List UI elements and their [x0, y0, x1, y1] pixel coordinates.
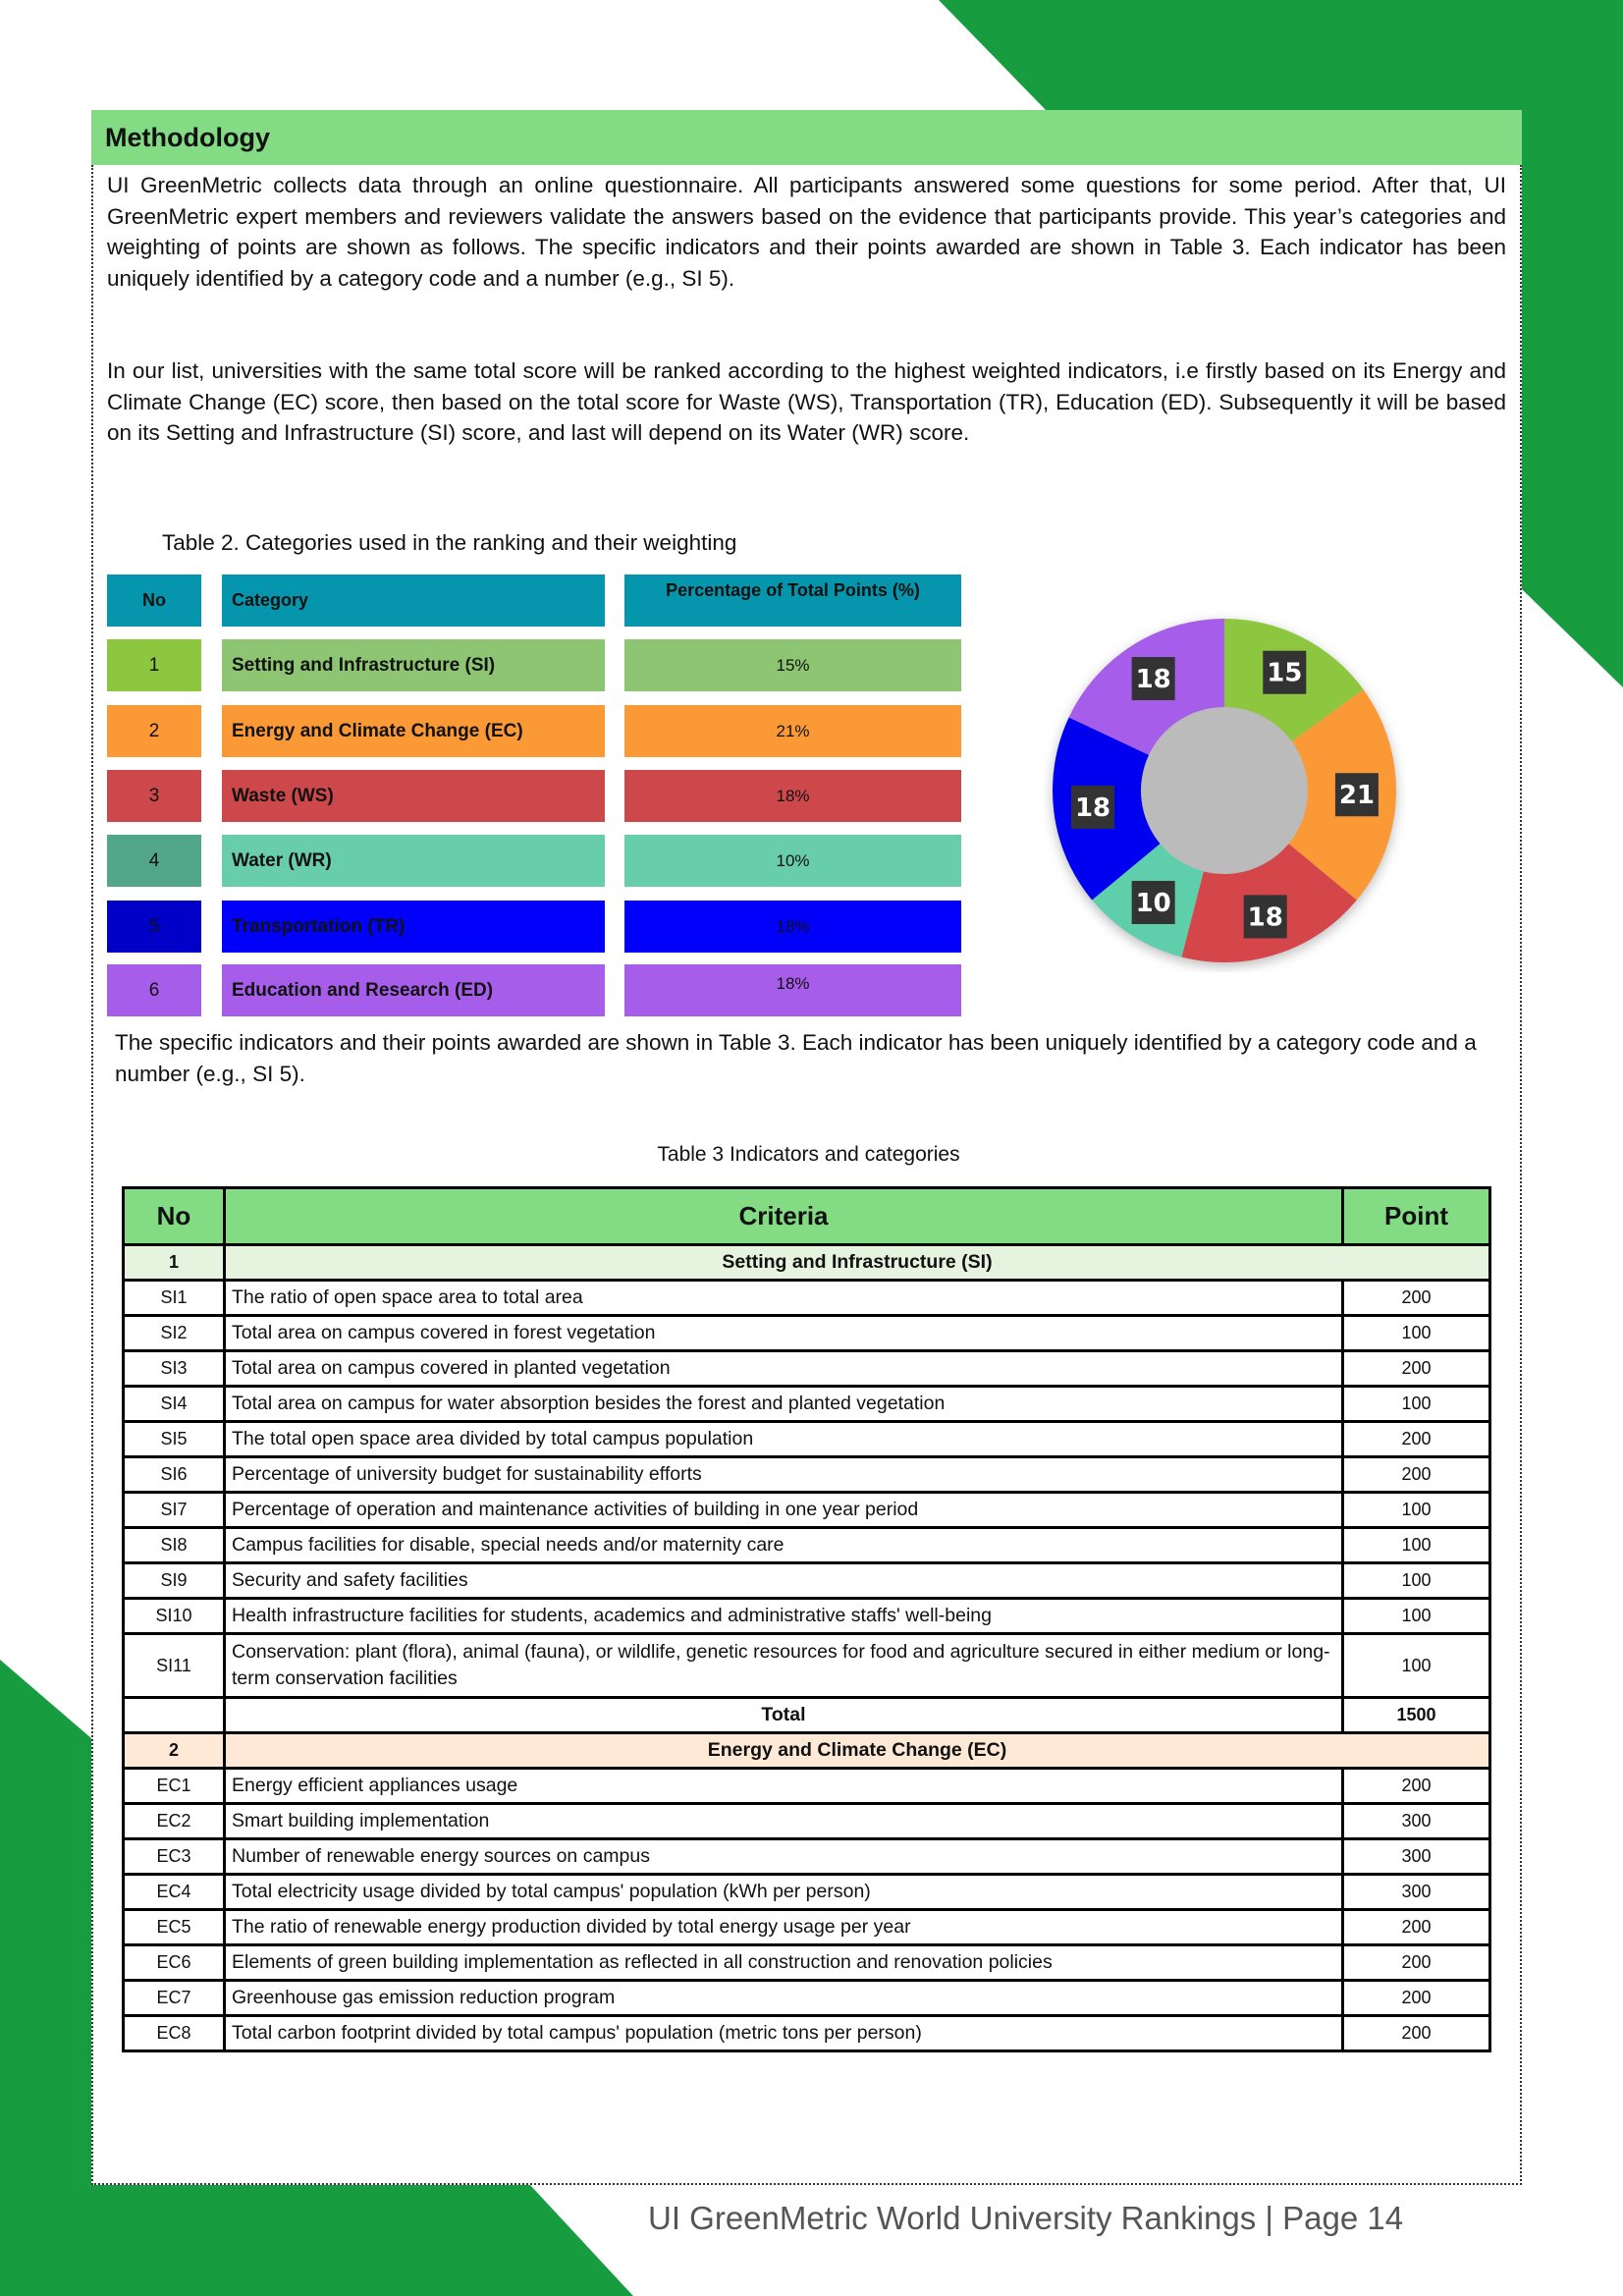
- indicator-criteria: The ratio of renewable energy production divided by total energy usage per year: [225, 1910, 1343, 1945]
- svg-text:18: 18: [1074, 793, 1111, 823]
- table2-row: [107, 835, 963, 887]
- indicator-point: 100: [1343, 1493, 1490, 1528]
- total-point: 1500: [1343, 1698, 1490, 1733]
- indicator-point: 200: [1343, 1910, 1490, 1945]
- indicator-point: 200: [1343, 1981, 1490, 2016]
- indicator-code: EC2: [124, 1804, 225, 1839]
- table-row: [124, 1804, 1490, 1839]
- total-label: Total: [225, 1698, 1343, 1733]
- category-number: 2: [124, 1733, 225, 1769]
- indicator-point: 100: [1343, 1563, 1490, 1599]
- indicator-code: EC5: [124, 1910, 225, 1945]
- indicator-code: SI2: [124, 1316, 225, 1351]
- indicator-criteria: Total electricity usage divided by total campus' population (kWh per person): [225, 1875, 1343, 1910]
- row-percentage: 18%: [624, 901, 961, 953]
- donut-label: [1263, 651, 1306, 694]
- indicator-code: SI7: [124, 1493, 225, 1528]
- indicator-criteria: Greenhouse gas emission reduction program: [225, 1981, 1343, 2016]
- category-number: 1: [124, 1245, 225, 1281]
- table2-row: [107, 901, 963, 953]
- indicator-criteria: The ratio of open space area to total area: [225, 1281, 1343, 1316]
- donut-label: [1335, 773, 1379, 816]
- category-row: [124, 1733, 1490, 1769]
- section-title: Methodology: [91, 110, 1522, 165]
- indicator-criteria: The total open space area divided by total campus population: [225, 1422, 1343, 1457]
- donut-label: [1132, 881, 1175, 924]
- ranking-paragraph: In our list, universities with the same total score will be ranked according to the highest weighted indicators, i.e firstly based on its Energy and Climate Change (EC) score, then based on the total score for Waste (WS), Transportation (TR), Education (ED). Subsequently it will be based on its Setting and Infrastructure (SI) score, and last will depend on its Water (WR) score.: [107, 358, 1506, 445]
- row-percentage: 10%: [624, 835, 961, 887]
- row-no: 6: [107, 964, 201, 1016]
- table-row: [124, 1875, 1490, 1910]
- header-point: Point: [1343, 1188, 1490, 1245]
- table-row: [124, 1351, 1490, 1387]
- indicator-criteria: Total area on campus covered in planted vegetation: [225, 1351, 1343, 1387]
- indicator-point: 200: [1343, 1945, 1490, 1981]
- header-criteria: Criteria: [225, 1188, 1343, 1245]
- indicator-point: 300: [1343, 1875, 1490, 1910]
- svg-text:18: 18: [1135, 665, 1171, 695]
- row-percentage: 18%: [624, 770, 961, 822]
- indicator-code: EC8: [124, 2016, 225, 2051]
- indicator-criteria: Energy efficient appliances usage: [225, 1769, 1343, 1804]
- table-row: [124, 1839, 1490, 1875]
- table-row: [124, 1528, 1490, 1563]
- donut-chart: [1043, 609, 1406, 972]
- indicator-criteria: Health infrastructure facilities for students, academics and administrative staffs' well-being: [225, 1599, 1343, 1634]
- indicator-criteria: Total area on campus for water absorption besides the forest and planted vegetation: [225, 1387, 1343, 1422]
- row-category: Waste (WS): [222, 770, 605, 822]
- table-row: [124, 1981, 1490, 2016]
- donut-label: [1071, 786, 1114, 829]
- page-footer: UI GreenMetric World University Rankings | Page 14: [648, 2200, 1404, 2236]
- indicator-code: SI10: [124, 1599, 225, 1634]
- table2-row: [107, 705, 963, 757]
- row-no: 5: [107, 901, 201, 953]
- indicator-code: SI9: [124, 1563, 225, 1599]
- row-category: Energy and Climate Change (EC): [222, 705, 605, 757]
- row-no: 4: [107, 835, 201, 887]
- svg-text:21: 21: [1338, 781, 1376, 811]
- indicator-point: 200: [1343, 1457, 1490, 1493]
- svg-text:10: 10: [1135, 888, 1171, 918]
- row-category: Transportation (TR): [222, 901, 605, 953]
- intro-paragraph: UI GreenMetric collects data through an online questionnaire. All participants answered some questions for some period. After that, UI GreenMetric expert members and reviewers validate the answers based on the evidence that participants provide. This year’s categories and weighting of points are shown as follows. The specific indicators and their points awarded are shown in Table 3. Each indicator has been uniquely identified by a category code and a number (e.g., SI 5).: [107, 173, 1506, 291]
- table-row: [124, 1599, 1490, 1634]
- indicator-point: 200: [1343, 1422, 1490, 1457]
- indicator-code: SI3: [124, 1351, 225, 1387]
- indicator-code: EC1: [124, 1769, 225, 1804]
- table-row: [124, 1316, 1490, 1351]
- row-category: Education and Research (ED): [222, 964, 605, 1016]
- table-row: [124, 1910, 1490, 1945]
- indicator-criteria: Percentage of operation and maintenance activities of building in one year period: [225, 1493, 1343, 1528]
- indicators-paragraph: The specific indicators and their points awarded are shown in Table 3. Each indicator has been uniquely identified by a category code and a number (e.g., SI 5).: [115, 1030, 1477, 1086]
- table3-header: [124, 1188, 1490, 1245]
- table2-title: Table 2. Categories used in the ranking and their weighting: [162, 530, 737, 555]
- table2-row: [107, 639, 963, 691]
- indicator-criteria: Percentage of university budget for sustainability efforts: [225, 1457, 1343, 1493]
- table-row: [124, 1634, 1490, 1698]
- header-no: No: [107, 574, 201, 627]
- indicator-code: EC6: [124, 1945, 225, 1981]
- indicator-criteria: Smart building implementation: [225, 1804, 1343, 1839]
- table3-title: Table 3 Indicators and categories: [657, 1143, 960, 1166]
- indicator-criteria: Security and safety facilities: [225, 1563, 1343, 1599]
- indicator-criteria: Elements of green building implementation as reflected in all construction and renovation policies: [225, 1945, 1343, 1981]
- donut-label: [1132, 657, 1175, 700]
- indicator-code: SI6: [124, 1457, 225, 1493]
- row-percentage: 15%: [624, 639, 961, 691]
- header-category: Category: [222, 574, 605, 627]
- row-percentage: 18%: [624, 964, 961, 1016]
- row-no: 3: [107, 770, 201, 822]
- row-no: 1: [107, 639, 201, 691]
- table-row: [124, 1493, 1490, 1528]
- indicator-code: EC4: [124, 1875, 225, 1910]
- indicator-criteria: Campus facilities for disable, special needs and/or maternity care: [225, 1528, 1343, 1563]
- indicator-point: 100: [1343, 1387, 1490, 1422]
- indicator-point: 200: [1343, 1281, 1490, 1316]
- table-row: [124, 1387, 1490, 1422]
- content-box: [91, 165, 1522, 2185]
- table2-row: [107, 964, 963, 1016]
- table2-header: [107, 574, 963, 627]
- indicator-code: SI1: [124, 1281, 225, 1316]
- indicator-criteria: Number of renewable energy sources on campus: [225, 1839, 1343, 1875]
- svg-text:15: 15: [1267, 658, 1303, 688]
- table-row: [124, 1281, 1490, 1316]
- indicator-code: EC3: [124, 1839, 225, 1875]
- indicator-point: 100: [1343, 1316, 1490, 1351]
- indicator-point: 100: [1343, 1599, 1490, 1634]
- header-percentage: Percentage of Total Points (%): [624, 574, 961, 627]
- table2-row: [107, 770, 963, 822]
- indicators-table: [122, 1186, 1491, 2052]
- table-row: [124, 1422, 1490, 1457]
- indicator-point: 200: [1343, 2016, 1490, 2051]
- indicator-code: EC7: [124, 1981, 225, 2016]
- indicator-point: 300: [1343, 1839, 1490, 1875]
- indicator-criteria: Conservation: plant (flora), animal (fauna), or wildlife, genetic resources for food and agriculture secured in either medium or long-term conservation facilities: [225, 1634, 1343, 1698]
- total-empty: [124, 1698, 225, 1733]
- row-percentage: 21%: [624, 705, 961, 757]
- table-row: [124, 2016, 1490, 2051]
- indicator-code: SI5: [124, 1422, 225, 1457]
- indicator-point: 100: [1343, 1634, 1490, 1698]
- header-no: No: [124, 1188, 225, 1245]
- category-name: Setting and Infrastructure (SI): [225, 1245, 1490, 1281]
- category-row: [124, 1245, 1490, 1281]
- table-row: [124, 1457, 1490, 1493]
- indicator-code: SI8: [124, 1528, 225, 1563]
- category-name: Energy and Climate Change (EC): [225, 1733, 1490, 1769]
- indicator-point: 200: [1343, 1769, 1490, 1804]
- row-no: 2: [107, 705, 201, 757]
- indicator-point: 300: [1343, 1804, 1490, 1839]
- table-row: [124, 1563, 1490, 1599]
- indicator-point: 200: [1343, 1351, 1490, 1387]
- indicator-criteria: Total area on campus covered in forest vegetation: [225, 1316, 1343, 1351]
- indicator-criteria: Total carbon footprint divided by total campus' population (metric tons per person): [225, 2016, 1343, 2051]
- svg-text:18: 18: [1247, 902, 1283, 933]
- row-category: Setting and Infrastructure (SI): [222, 639, 605, 691]
- indicator-code: SI11: [124, 1634, 225, 1698]
- table-row: [124, 1769, 1490, 1804]
- indicator-point: 100: [1343, 1528, 1490, 1563]
- total-row: [124, 1698, 1490, 1733]
- donut-label: [1244, 895, 1287, 938]
- indicator-code: SI4: [124, 1387, 225, 1422]
- row-category: Water (WR): [222, 835, 605, 887]
- table-row: [124, 1945, 1490, 1981]
